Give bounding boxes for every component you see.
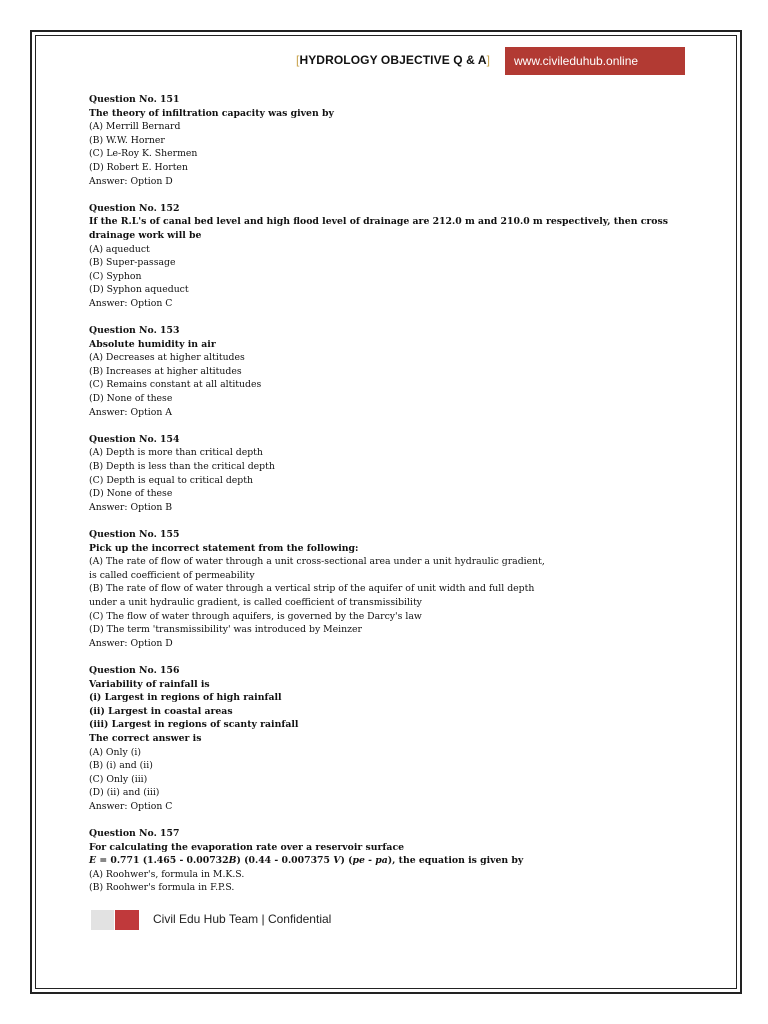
- option: (D) None of these: [89, 488, 173, 500]
- question-number: Question No. 156: [89, 664, 180, 676]
- option: (C) Remains constant at all altitudes: [89, 379, 262, 391]
- question-block: [89, 433, 689, 515]
- question-stem: Variability of rainfall is: [89, 678, 210, 690]
- option: (A) Depth is more than critical depth: [89, 447, 263, 459]
- question-stem: (iii) Largest in regions of scanty rainfall: [89, 719, 299, 731]
- option: (C) Syphon: [89, 270, 142, 282]
- question-number: Question No. 151: [89, 94, 180, 105]
- eq-var-b: B: [228, 855, 237, 867]
- question-stem: The correct answer is: [89, 732, 202, 744]
- answer: Answer: Option D: [89, 175, 173, 187]
- question-number: Question No. 157: [89, 828, 180, 840]
- footer-text: Civil Edu Hub Team | Confidential: [153, 912, 332, 926]
- option: is called coefficient of permeability: [89, 569, 255, 581]
- question-stem: Absolute humidity in air: [89, 338, 216, 350]
- option: (A) aqueduct: [89, 243, 150, 255]
- option: (D) Robert E. Horten: [89, 161, 188, 173]
- header-url[interactable]: www.civileduhub.online: [514, 54, 639, 68]
- option: (D) Syphon aqueduct: [89, 284, 189, 296]
- header-url-badge[interactable]: [505, 47, 685, 75]
- question-157: [89, 827, 689, 895]
- question-number: Question No. 155: [89, 529, 180, 540]
- option: (B) Roohwer's formula in F.P.S.: [89, 882, 235, 894]
- footer-red-square: [115, 910, 139, 930]
- option: (C) Depth is equal to critical depth: [89, 474, 253, 486]
- answer: Answer: Option A: [89, 406, 173, 418]
- question-block: [89, 324, 689, 419]
- bracket-close: ]: [486, 53, 491, 67]
- option: (A) Merrill Bernard: [89, 121, 181, 133]
- question-block: [89, 93, 689, 188]
- answer: Answer: Option D: [89, 637, 173, 649]
- eq-part-2: ) (0.44 - 0.007375: [236, 855, 334, 867]
- option: (C) Only (iii): [89, 773, 148, 785]
- option: (A) Roohwer's, formula in M.K.S.: [89, 868, 245, 880]
- eq-var-e: E: [89, 855, 97, 867]
- eq-part-1: = 0.771 (1.465 - 0.00732: [96, 855, 229, 867]
- answer: Answer: Option C: [89, 297, 173, 309]
- eq-part-4: ), the equation is given by: [387, 855, 524, 867]
- bracket-open: [: [296, 53, 300, 67]
- option: (D) The term 'transmissibility' was introduced by Meinzer: [89, 624, 362, 636]
- option: (B) (i) and (ii): [89, 760, 153, 772]
- question-stem: Pick up the incorrect statement from the following:: [89, 542, 359, 554]
- question-stem: (i) Largest in regions of high rainfall: [89, 692, 282, 704]
- option: (D) (ii) and (iii): [89, 787, 160, 799]
- question-equation: [89, 854, 689, 868]
- question-stem: For calculating the evaporation rate over a reservoir surface: [89, 841, 405, 853]
- option: (A) Decreases at higher altitudes: [89, 352, 245, 364]
- eq-var-pe-pa: pe - pa: [352, 855, 388, 867]
- answer: Answer: Option C: [89, 800, 173, 812]
- question-block: [89, 664, 689, 814]
- footer-grey-square: [91, 910, 114, 930]
- option: (B) The rate of flow of water through a vertical strip of the aquifer of unit width and full depth: [89, 583, 535, 595]
- eq-part-3: ) (: [340, 855, 353, 867]
- header-title-text: HYDROLOGY OBJECTIVE Q & A: [299, 53, 487, 67]
- question-block: [89, 528, 689, 650]
- option: (A) The rate of flow of water through a unit cross-sectional area under a unit hydraulic gradient,: [89, 556, 545, 568]
- option: (B) Super-passage: [89, 257, 176, 269]
- answer: Answer: Option B: [89, 501, 173, 513]
- option: (D) None of these: [89, 393, 173, 405]
- question-stem: drainage work will be: [89, 229, 202, 241]
- option: (B) W.W. Horner: [89, 134, 165, 146]
- option: (B) Increases at higher altitudes: [89, 365, 242, 377]
- question-stem: The theory of infiltration capacity was given by: [89, 107, 334, 119]
- option: (C) Le-Roy K. Shermen: [89, 148, 198, 160]
- question-number: Question No. 153: [89, 325, 180, 337]
- eq-var-v: V: [333, 855, 341, 867]
- question-number: Question No. 154: [89, 433, 180, 445]
- option: (C) The flow of water through aquifers, is governed by the Darcy's law: [89, 610, 422, 622]
- question-block: [89, 202, 689, 311]
- question-stem: If the R.L's of canal bed level and high flood level of drainage are 212.0 m and 210.0 m respectively, then cross: [89, 216, 668, 228]
- question-stem: (ii) Largest in coastal areas: [89, 705, 233, 717]
- question-number: Question No. 152: [89, 202, 180, 214]
- header-title: [296, 53, 490, 67]
- option: (B) Depth is less than the critical depth: [89, 461, 275, 473]
- question-list: [89, 93, 689, 909]
- option: under a unit hydraulic gradient, is called coefficient of transmissibility: [89, 596, 422, 608]
- option: (A) Only (i): [89, 746, 141, 758]
